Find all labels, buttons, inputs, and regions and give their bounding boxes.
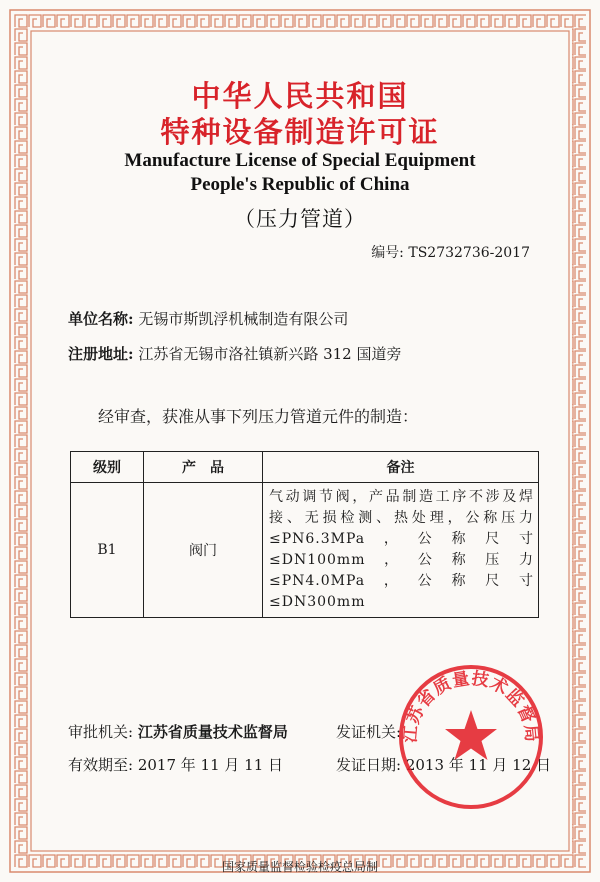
cell-level: B1 — [71, 483, 144, 618]
issue-date-value: 2013 年 11 月 12 日 — [405, 756, 552, 774]
official-seal-icon — [396, 662, 546, 812]
cell-remark: 气动调节阀，产品制造工序不涉及焊接、无损检测、热处理，公称压力≤PN6.3MPa，公称尺寸≤DN100mm，公称压力≤PN4.0MPa，公称尺寸≤DN300mm — [263, 483, 539, 618]
seal-star-icon — [445, 710, 497, 760]
seal-text: 江苏省质量技术监督局 — [400, 668, 542, 744]
title-en-line2: People's Republic of China — [190, 174, 410, 195]
issue-date-label: 发证日期: — [336, 756, 402, 774]
valid-until-value: 2017 年 11 月 11 日 — [137, 756, 284, 774]
intro-text: 经审查，获准从事下列压力管道元件的制造： — [98, 407, 419, 426]
certificate-number — [371, 242, 530, 262]
approval-authority-value: 江苏省质量技术监督局 — [137, 723, 288, 741]
company-address-field — [68, 343, 402, 364]
title-cn-line2: 特种设备制造许可证 — [160, 115, 440, 149]
company-name-value: 无锡市斯凯浮机械制造有限公司 — [138, 310, 349, 328]
cell-product: 阀门 — [144, 483, 263, 618]
valid-until-label: 有效期至: — [68, 756, 134, 774]
company-address-value: 江苏省无锡市洛社镇新兴路 312 国道旁 — [138, 345, 402, 363]
scope-table — [70, 451, 539, 618]
certificate-number-value: TS2732736-2017 — [408, 245, 530, 261]
header-remark: 备注 — [263, 452, 539, 483]
approval-authority — [68, 721, 288, 742]
issuing-authority — [336, 721, 401, 742]
certificate-number-label: 编号: — [371, 245, 404, 261]
table-row — [71, 483, 539, 618]
table-header-row — [71, 452, 539, 483]
company-address-label: 注册地址: — [68, 345, 134, 363]
title-cn-line1: 中华人民共和国 — [191, 79, 409, 113]
header-product: 产 品 — [144, 452, 263, 483]
issuing-authority-label: 发证机关: — [336, 723, 402, 741]
subtitle: （压力管道） — [234, 207, 366, 231]
company-name-label: 单位名称: — [68, 310, 134, 328]
issuer-footer-line: 国家质量监督检验检疫总局制 — [221, 860, 378, 874]
company-name-field — [68, 308, 348, 329]
header-level: 级别 — [71, 452, 144, 483]
approval-authority-label: 审批机关: — [68, 723, 134, 741]
valid-until — [68, 754, 283, 775]
title-en-line1: Manufacture License of Special Equipment — [124, 150, 476, 171]
